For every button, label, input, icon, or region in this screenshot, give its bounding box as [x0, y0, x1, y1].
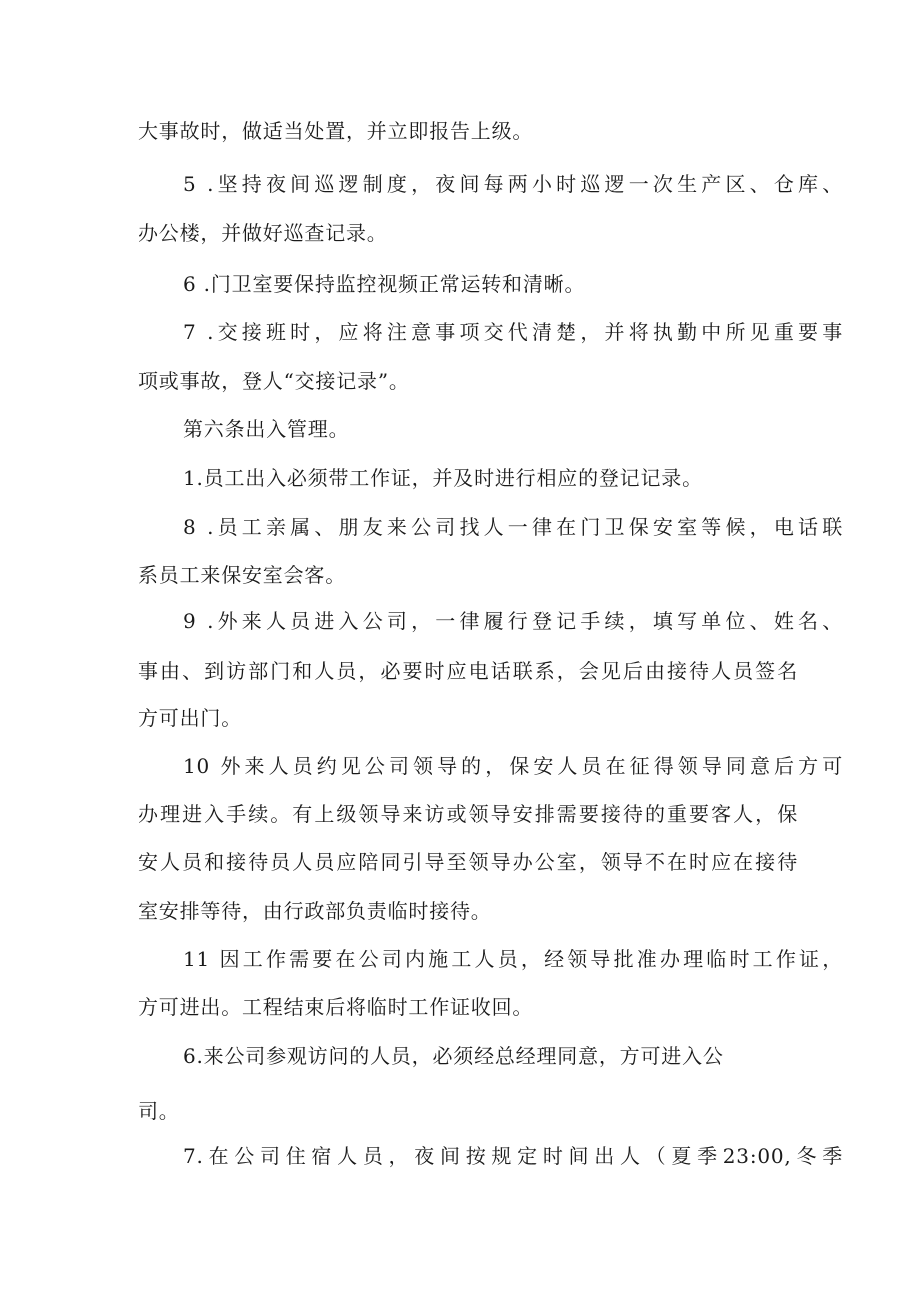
text-line: 系员工来保安室会客。: [138, 563, 346, 587]
text-line: 司。: [138, 1099, 180, 1123]
text-line: 项或事故，登人“交接记录”。: [138, 369, 410, 393]
text-line: 9 .外来人员进入公司，一律履行登记手续，填写单位、姓名、: [183, 609, 843, 633]
text-line: 办理进入手续。有上级领导来访或领导安排需要接待的重要客人，保: [138, 802, 798, 826]
text-line: 10 外来人员约见公司领导的，保安人员在征得领导同意后方可: [183, 754, 843, 778]
text-line: 8 .员工亲属、朋友来公司找人一律在门卫保安室等候，电话联: [183, 515, 843, 539]
text-line: 1.员工出入必须带工作证，并及时进行相应的登记记录。: [183, 466, 703, 490]
text-line: 7 .交接班时，应将注意事项交代清楚，并将执勤中所见重要事: [183, 320, 843, 344]
text-line: 6 .门卫室要保持监控视频正常运转和清晰。: [183, 272, 586, 296]
text-line: 5 .坚持夜间巡逻制度，夜间每两小时巡逻一次生产区、仓库、: [183, 172, 843, 196]
text-line: 大事故时，做适当处置，并立即报告上级。: [138, 119, 534, 143]
text-line: 方可进出。工程结束后将临时工作证收回。: [138, 995, 534, 1019]
text-line: 11 因工作需要在公司内施工人员，经领导批准办理临时工作证，: [183, 947, 843, 971]
text-line: 6.来公司参观访问的人员，必须经总经理同意，方可进入公: [183, 1044, 724, 1068]
text-line: 室安排等待，由行政部负责临时接待。: [138, 899, 492, 923]
text-line: 安人员和接待员人员应陪同引导至领导办公室，领导不在时应在接待: [138, 850, 798, 874]
text-line: 办公楼，并做好巡查记录。: [138, 221, 388, 245]
section-heading: 第六条出入管理。: [183, 417, 350, 441]
text-line: 事由、到访部门和人员，必要时应电话联系，会见后由接待人员签名: [138, 659, 798, 683]
text-line: 7.在公司住宿人员，夜间按规定时间出人（夏季23:00,冬季: [183, 1144, 843, 1168]
text-line: 方可出门。: [138, 706, 242, 730]
